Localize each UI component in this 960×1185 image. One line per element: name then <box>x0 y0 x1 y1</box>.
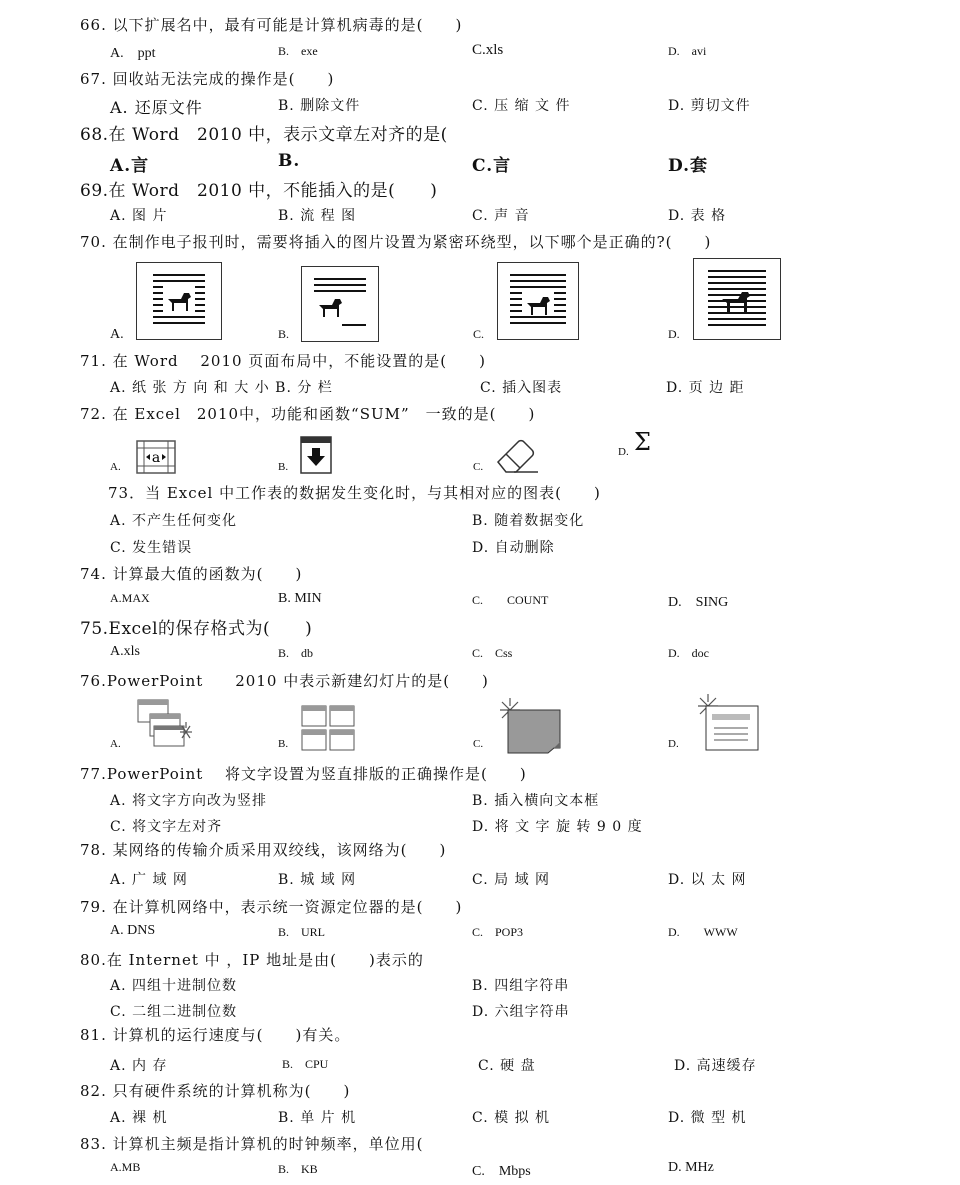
option-c: C. Mbps <box>472 1164 531 1179</box>
options-73-row2 <box>110 537 960 559</box>
options-80-row2 <box>110 1001 960 1023</box>
options-68 <box>110 151 960 176</box>
options-69 <box>110 205 960 227</box>
option-b: B. <box>278 461 289 473</box>
option-d: D. 以 太 网 <box>668 872 747 888</box>
option-d: D. MHz <box>668 1160 714 1175</box>
option-b: B. 四组字符串 <box>472 978 570 994</box>
svg-text:a: a <box>151 450 161 466</box>
option-a: A.xls <box>110 644 140 659</box>
question-68: 68.在 Word 2010 中，表示文章左对齐的是( <box>80 125 448 145</box>
option-d: D. avi <box>668 44 707 58</box>
option-a: A. ppt <box>110 46 156 61</box>
option-b: B. exe <box>278 44 318 58</box>
eraser-icon <box>494 436 540 478</box>
wrap-figure-c <box>497 262 579 340</box>
options-73-row1 <box>110 510 960 532</box>
tile-windows-icon <box>300 704 358 756</box>
option-c: C. 压 缩 文 件 <box>472 98 571 114</box>
option-c: C. 发生错误 <box>110 540 193 556</box>
question-76: 76.PowerPoint 2010 中表示新建幻灯片的是( ) <box>80 672 489 690</box>
option-a: A. 还原文件 <box>110 98 203 117</box>
option-b: B. 随着数据变化 <box>472 513 585 529</box>
question-78: 78. 某网络的传输介质采用双绞线，该网络为( ) <box>80 841 447 859</box>
option-d: D. <box>668 738 679 750</box>
option-c: C.xls <box>472 42 504 58</box>
options-77-row1 <box>110 790 960 812</box>
option-a: A. 不产生任何变化 <box>110 513 238 529</box>
option-b: B. <box>278 327 290 341</box>
option-c: C. 插入图表 <box>480 380 563 396</box>
option-c: C. 声 音 <box>472 208 530 224</box>
autosum-sigma-icon: Σ <box>634 428 651 456</box>
option-d: D. 自动删除 <box>472 540 555 556</box>
option-d: D. 高速缓存 <box>674 1058 757 1074</box>
option-a: A. DNS <box>110 923 156 938</box>
question-81: 81. 计算机的运行速度与( )有关。 <box>80 1026 351 1044</box>
option-c: C. 硬 盘 <box>478 1058 536 1074</box>
option-a: A.言 <box>110 156 150 176</box>
option-d: D. <box>668 327 680 341</box>
option-c: C. 模 拟 机 <box>472 1110 551 1126</box>
option-a-b: A. 纸 张 方 向 和 大 小 B. 分 栏 <box>110 380 333 396</box>
options-78 <box>110 869 960 891</box>
question-71: 71. 在 Word 2010 页面布局中，不能设置的是( ) <box>80 352 487 370</box>
option-c: C.言 <box>472 156 512 176</box>
question-66: 66. 以下扩展名中，最有可能是计算机病毒的是( ) <box>80 16 463 34</box>
option-a: A. <box>110 461 121 473</box>
option-c: C. 将文字左对齐 <box>110 819 223 835</box>
options-83 <box>110 1160 960 1182</box>
option-c: C. <box>473 327 485 341</box>
new-blank-slide-icon <box>496 696 566 758</box>
option-d: D. <box>618 446 629 458</box>
option-c: C. 局 域 网 <box>472 872 551 888</box>
wrap-figure-b <box>301 266 379 342</box>
fill-down-icon <box>300 436 332 478</box>
option-c: C. 二组二进制位数 <box>110 1004 238 1020</box>
option-a: A.MB <box>110 1160 141 1174</box>
options-77-row2 <box>110 816 960 838</box>
options-74 <box>110 591 960 613</box>
option-d: D. doc <box>668 646 709 660</box>
option-b: B. URL <box>278 925 326 939</box>
option-b: B. 城 域 网 <box>278 872 357 888</box>
option-b: B. 删除文件 <box>278 98 361 114</box>
options-81 <box>110 1055 960 1077</box>
option-d: D. 表 格 <box>668 208 727 224</box>
question-72: 72. 在 Excel 2010中，功能和函数“SUM” 一致的是( ) <box>80 405 536 423</box>
option-c: C. Css <box>472 646 513 660</box>
option-d: D. 剪切文件 <box>668 98 751 114</box>
dog-square-wrap-icon <box>302 267 378 341</box>
option-d: D. 微 型 机 <box>668 1110 747 1126</box>
option-a: A. 内 存 <box>110 1058 168 1074</box>
options-80-row1 <box>110 975 960 997</box>
option-c: C. <box>473 738 484 750</box>
question-80: 80.在 Internet 中 ，IP 地址是由( )表示的 <box>80 951 424 969</box>
option-d: D. 将 文 字 旋 转 9 0 度 <box>472 819 643 835</box>
option-b: B. 单 片 机 <box>278 1110 357 1126</box>
option-b: B. KB <box>278 1162 318 1176</box>
options-67 <box>110 95 960 117</box>
options-71 <box>110 377 960 399</box>
option-c: C. COUNT <box>472 593 549 607</box>
option-a: A. <box>110 327 124 342</box>
new-slide-icon <box>694 692 760 756</box>
option-c: C. <box>473 461 484 473</box>
options-75 <box>110 644 960 666</box>
option-a: A. <box>110 738 121 750</box>
options-82 <box>110 1107 960 1129</box>
question-69: 69.在 Word 2010 中，不能插入的是( ) <box>80 181 438 201</box>
question-67: 67. 回收站无法完成的操作是( ) <box>80 70 335 88</box>
question-70: 70. 在制作电子报刊时，需要将插入的图片设置为紧密环绕型，以下哪个是正确的?( ) <box>80 233 712 251</box>
option-b: B. <box>278 738 289 750</box>
option-d: D. SING <box>668 595 729 610</box>
option-d: D. WWW <box>668 925 738 939</box>
new-window-icon <box>136 698 194 754</box>
question-79: 79. 在计算机网络中，表示统一资源定位器的是( ) <box>80 898 463 916</box>
autofit-column-icon <box>136 440 176 478</box>
option-a: A. 裸 机 <box>110 1110 168 1126</box>
option-a: A. 图 片 <box>110 208 168 224</box>
dog-tight-wrap-icon <box>498 263 578 339</box>
option-d: D. 六组字符串 <box>472 1004 570 1020</box>
option-a: A. 将文字方向改为竖排 <box>110 793 268 809</box>
wrap-figure-d <box>693 258 781 340</box>
dog-text-wrap-icon <box>137 263 221 339</box>
option-b: B. <box>278 151 301 171</box>
option-d: D. 页 边 距 <box>666 380 745 396</box>
question-74: 74. 计算最大值的函数为( ) <box>80 565 303 583</box>
wrap-figure-a <box>136 262 222 340</box>
option-b: B. CPU <box>282 1057 329 1071</box>
dog-behind-text-icon <box>694 259 780 339</box>
question-77: 77.PowerPoint 将文字设置为竖直排版的正确操作是( ) <box>80 765 527 783</box>
question-82: 82. 只有硬件系统的计算机称为( ) <box>80 1082 351 1100</box>
option-c: C. POP3 <box>472 925 524 939</box>
option-d: D.套 <box>668 156 709 176</box>
question-75: 75.Excel的保存格式为( ) <box>80 619 313 639</box>
option-b: B. 插入横向文本框 <box>472 793 600 809</box>
option-b: B. db <box>278 646 314 660</box>
option-b: B. 流 程 图 <box>278 208 357 224</box>
option-a: A.MAX <box>110 591 150 605</box>
question-83: 83. 计算机主频是指计算机的时钟频率，单位用( <box>80 1135 424 1153</box>
options-79 <box>110 923 960 945</box>
question-73: 73．当 Excel 中工作表的数据发生变化时，与其相对应的图表( ) <box>108 484 601 502</box>
option-a: A. 广 域 网 <box>110 872 188 888</box>
option-a: A. 四组十进制位数 <box>110 978 238 994</box>
options-66 <box>110 42 960 64</box>
option-b: B. MIN <box>278 591 322 606</box>
